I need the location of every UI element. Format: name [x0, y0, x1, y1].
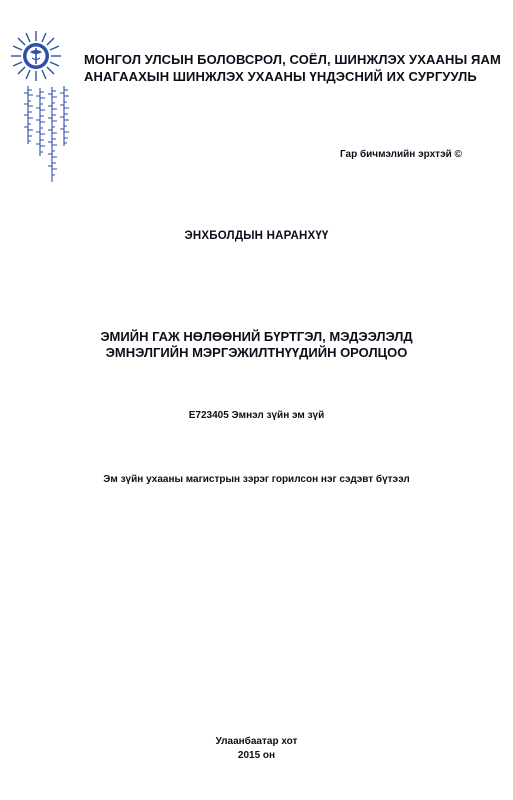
year: 2015 он	[237, 750, 276, 761]
place-and-year	[0, 735, 513, 763]
ministry-name: МОНГОЛ УЛСЫН БОЛОВСРОЛ, СОЁЛ, ШИНЖЛЭХ УХААНЫ ЯАМ	[84, 52, 501, 67]
author-name: ЭНХБОЛДЫН НАРАНХҮҮ	[184, 230, 329, 242]
university-name: АНАГААХЫН ШИНЖЛЭХ УХААНЫ ҮНДЭСНИЙ ИХ СУРГУУЛЬ	[84, 69, 477, 84]
institution-header	[84, 51, 504, 85]
degree-statement: Эм зүйн ухааны магистрын зэрэг горилсон нэг сэдэвт бүтээл	[103, 474, 410, 485]
specialty-code: E723405 Эмнэл зүйн эм зүй	[188, 410, 325, 421]
thesis-title	[0, 329, 513, 361]
mongolian-script-icon	[18, 84, 76, 190]
city-name: Улаанбаатар хот	[215, 736, 298, 747]
thesis-title-line-2: ЭМНЭЛГИЙН МЭРГЭЖИЛТНҮҮДИЙН ОРОЛЦОО	[105, 345, 408, 360]
university-emblem-icon	[10, 30, 62, 82]
copyright-notice: Гар бичмэлийн эрхтэй ©	[340, 149, 462, 160]
thesis-title-line-1: ЭМИЙН ГАЖ НӨЛӨӨНИЙ БҮРТГЭЛ, МЭДЭЭЛЭЛД	[100, 329, 413, 344]
